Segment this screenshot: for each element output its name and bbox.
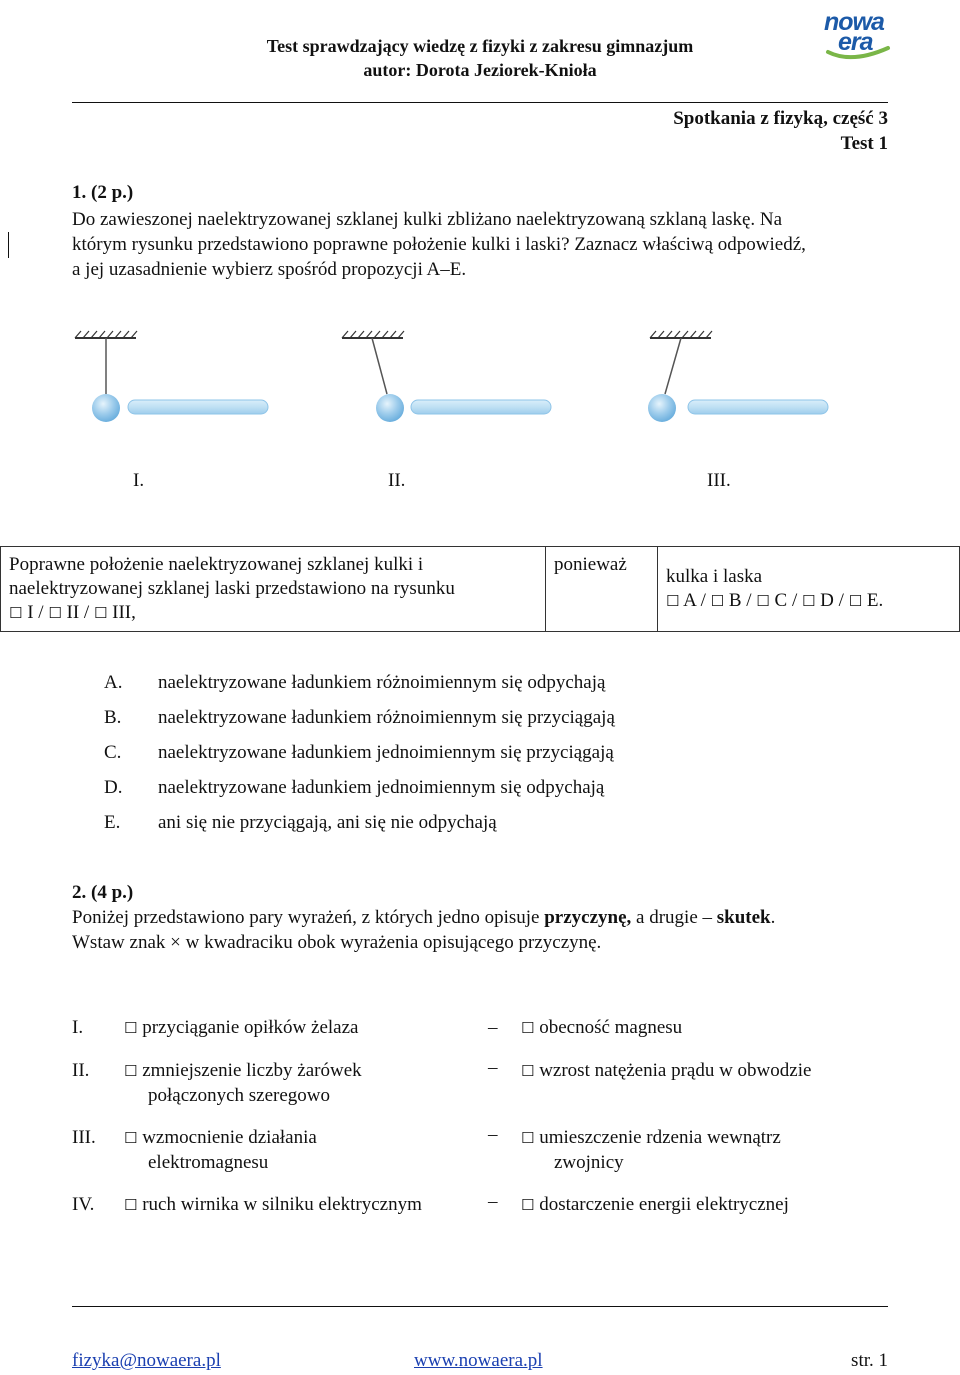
pendulum-figure xyxy=(0,320,960,460)
q2-text-line2: Wstaw znak × w kwadraciku obok wyrażenia opisującego przyczynę. xyxy=(72,932,602,953)
checkbox-pair-4-left[interactable]: ☐ xyxy=(124,1196,138,1214)
checkbox-pair-2-left[interactable]: ☐ xyxy=(124,1062,138,1080)
figure-label-1: I. xyxy=(133,470,145,491)
pair-3-right: ☐ umieszczenie rdzenia wewnątrz xyxy=(521,1127,781,1148)
checkbox-pair-1-left[interactable]: ☐ xyxy=(124,1019,138,1037)
pair-1-left: ☐ przyciąganie opiłków żelaza xyxy=(124,1017,359,1038)
header-rule xyxy=(72,102,888,103)
option-b-letter: B. xyxy=(104,707,122,728)
option-b-text: naelektryzowane ładunkiem różnoimiennym się przyciągają xyxy=(158,707,615,728)
checkbox-reason-a[interactable]: ☐ xyxy=(666,592,680,610)
option-e-letter: E. xyxy=(104,812,121,833)
pair-4-right: ☐ dostarczenie energii elektrycznej xyxy=(521,1194,789,1215)
q1-text-line2: którym rysunku przedstawiono poprawne położenie kulki i laski? Zaznacz właściwą odpowiedź, xyxy=(72,234,806,255)
pair-2-left-cont: połączonych szeregowo xyxy=(148,1085,331,1106)
series-title: Spotkania z fizyką, część 3 xyxy=(673,108,888,129)
header-author: autor: Dorota Jeziorek-Knioła xyxy=(363,60,597,80)
checkbox-reason-e[interactable]: ☐ xyxy=(848,592,863,610)
pair-3-left: ☐ wzmocnienie działania xyxy=(124,1127,317,1148)
checkbox-pair-2-right[interactable]: ☐ xyxy=(521,1062,535,1080)
pair-1-right: ☐ obecność magnesu xyxy=(521,1017,683,1038)
checkbox-pair-3-right[interactable]: ☐ xyxy=(521,1129,535,1147)
option-a-text: naelektryzowane ładunkiem różnoimiennym się odpychają xyxy=(158,672,606,693)
q1-text-line1: Do zawieszonej naelektryzowanej szklanej kulki zbliżano naelektryzowaną szklaną laskę. Na xyxy=(72,209,783,230)
pair-3-left-cont: elektromagnesu xyxy=(148,1152,269,1173)
checkbox-reason-b[interactable]: ☐ xyxy=(710,592,725,610)
checkbox-figure-3[interactable]: ☐ xyxy=(93,604,108,622)
option-e-text: ani się nie przyciągają, ani się nie odpychają xyxy=(158,812,497,833)
pair-2-number: II. xyxy=(72,1060,90,1081)
option-c-letter: C. xyxy=(104,742,122,763)
figure-2-drawing xyxy=(342,331,551,422)
q1-text-line3: a jej uzasadnienie wybierz spośród propozycji A–E. xyxy=(72,259,467,280)
footer-website-link[interactable]: www.nowaera.pl xyxy=(414,1350,543,1371)
answer-cell-figure: Poprawne położenie naelektryzowanej szklanej kulki i naelektryzowanej szklanej laski przedstawiono na rysunku ☐ I / ☐ II / ☐ III, xyxy=(1,547,546,632)
checkbox-pair-3-left[interactable]: ☐ xyxy=(124,1129,138,1147)
checkbox-pair-1-right[interactable]: ☐ xyxy=(521,1019,535,1037)
pair-1-dash: – xyxy=(488,1017,498,1038)
pair-4-dash: – xyxy=(488,1191,498,1212)
answer-cell-because: ponieważ xyxy=(546,547,658,632)
header-title: Test sprawdzający wiedzę z fizyki z zakresu gimnazjum xyxy=(266,36,694,56)
pair-2-right: ☐ wzrost natężenia prądu w obwodzie xyxy=(521,1060,812,1081)
checkbox-reason-c[interactable]: ☐ xyxy=(756,592,770,610)
option-d-letter: D. xyxy=(104,777,123,798)
pair-2-left: ☐ zmniejszenie liczby żarówek xyxy=(124,1060,362,1081)
option-a-letter: A. xyxy=(104,672,123,693)
figure-label-2: II. xyxy=(388,470,406,491)
footer-rule xyxy=(72,1306,888,1307)
pair-2-dash: – xyxy=(488,1057,498,1078)
pair-3-number: III. xyxy=(72,1127,96,1148)
q1-number: 1. (2 p.) xyxy=(72,182,134,203)
pair-3-dash: – xyxy=(488,1124,498,1145)
figure-3-drawing xyxy=(648,331,828,422)
option-d-text: naelektryzowane ładunkiem jednoimiennym się odpychają xyxy=(158,777,605,798)
footer-email-link[interactable]: fizyka@nowaera.pl xyxy=(72,1350,221,1371)
pair-4-left: ☐ ruch wirnika w silniku elektrycznym xyxy=(124,1194,422,1215)
nowa-era-logo: nowa era xyxy=(822,8,896,64)
answer-table xyxy=(0,546,960,632)
checkbox-reason-d[interactable]: ☐ xyxy=(801,592,816,610)
pair-3-right-cont: zwojnicy xyxy=(554,1152,624,1173)
option-c-text: naelektryzowane ładunkiem jednoimiennym się przyciągają xyxy=(158,742,614,763)
checkbox-pair-4-right[interactable]: ☐ xyxy=(521,1196,535,1214)
footer-page-number: str. 1 xyxy=(851,1350,888,1371)
pair-4-number: IV. xyxy=(72,1194,95,1215)
test-number: Test 1 xyxy=(840,133,888,154)
pair-1-number: I. xyxy=(72,1017,84,1038)
checkbox-figure-2[interactable]: ☐ xyxy=(48,604,62,622)
checkbox-figure-1[interactable]: ☐ xyxy=(9,604,23,622)
q2-number: 2. (4 p.) xyxy=(72,882,134,903)
answer-cell-reason: kulka i laska ☐ A / ☐ B / ☐ C / ☐ D / ☐ E. xyxy=(658,547,960,632)
figure-1-drawing xyxy=(75,331,268,422)
q2-text-line1: Poniżej przedstawiono pary wyrażeń, z których jedno opisuje przyczynę, a drugie – skutek. xyxy=(72,907,776,928)
figure-label-3: III. xyxy=(707,470,731,491)
change-bar xyxy=(8,232,9,258)
